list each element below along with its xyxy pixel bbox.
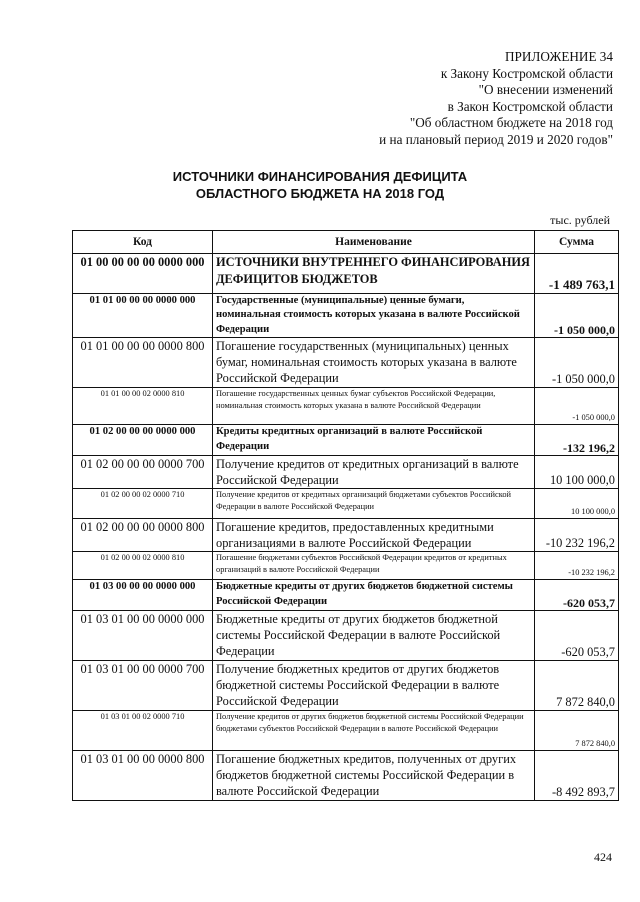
row-name: Погашение кредитов, предоставленных кредитными организациями в валюте Российской Федерации	[213, 519, 535, 552]
document-title	[0, 168, 640, 202]
table-row	[73, 519, 619, 552]
row-sum: 7 872 840,0	[535, 711, 619, 751]
title-line-1: ИСТОЧНИКИ ФИНАНСИРОВАНИЯ ДЕФИЦИТА	[172, 169, 468, 184]
table-row	[73, 254, 619, 294]
row-sum: -1 050 000,0	[535, 388, 619, 425]
row-name: Бюджетные кредиты от других бюджетов бюджетной системы Российской Федерации в валюте Российской Федерации	[213, 611, 535, 661]
row-code: 01 02 00 00 02 0000 810	[73, 552, 213, 580]
header-sum: Сумма	[535, 231, 619, 254]
appendix-header	[379, 49, 613, 149]
row-code: 01 02 00 00 02 0000 710	[73, 489, 213, 519]
row-sum: -1 489 763,1	[535, 254, 619, 294]
row-name: Получение бюджетных кредитов от других бюджетов бюджетной системы Российской Федерации в валюте Российской Федерации	[213, 661, 535, 711]
table-row	[73, 552, 619, 580]
row-name: Погашение государственных ценных бумаг субъектов Российской Федерации, номинальная стоимость которых указана в валюте Российской Федерации	[213, 388, 535, 425]
table-row	[73, 611, 619, 661]
appendix-line: "Об областном бюджете на 2018 год	[409, 115, 613, 131]
row-sum: 10 100 000,0	[535, 489, 619, 519]
row-name: Государственные (муниципальные) ценные бумаги, номинальная стоимость которых указана в валюте Российской Федерации	[213, 294, 535, 338]
row-name: Получение кредитов от других бюджетов бюджетной системы Российской Федерации бюджетами субъектов Российской Федерации в валюте Российской Федерации	[213, 711, 535, 751]
table-row	[73, 489, 619, 519]
row-sum: -1 050 000,0	[535, 294, 619, 338]
row-sum: 7 872 840,0	[535, 661, 619, 711]
table-row	[73, 456, 619, 489]
table-row	[73, 661, 619, 711]
appendix-line: в Закон Костромской области	[447, 98, 613, 114]
row-code: 01 01 00 00 00 0000 000	[73, 294, 213, 338]
row-sum: -10 232 196,2	[535, 519, 619, 552]
table-header-row	[73, 231, 619, 254]
row-name: Кредиты кредитных организаций в валюте Российской Федерации	[213, 425, 535, 456]
row-sum: 10 100 000,0	[535, 456, 619, 489]
title-line-2: ОБЛАСТНОГО БЮДЖЕТА НА 2018 ГОД	[195, 186, 445, 201]
row-code: 01 03 01 00 02 0000 710	[73, 711, 213, 751]
table-row	[73, 294, 619, 338]
row-sum: -8 492 893,7	[535, 751, 619, 801]
appendix-line: "О внесении изменений	[478, 82, 613, 98]
row-code: 01 03 01 00 00 0000 000	[73, 611, 213, 661]
row-code: 01 02 00 00 00 0000 000	[73, 425, 213, 456]
row-code: 01 01 00 00 02 0000 810	[73, 388, 213, 425]
row-sum: -10 232 196,2	[535, 552, 619, 580]
table-row	[73, 338, 619, 388]
row-code: 01 02 00 00 00 0000 800	[73, 519, 213, 552]
row-sum: -620 053,7	[535, 611, 619, 661]
table-row	[73, 711, 619, 751]
row-name: Погашение государственных (муниципальных) ценных бумаг, номинальная стоимость которых указана в валюте Российской Федерации	[213, 338, 535, 388]
budget-sources-table	[72, 230, 619, 801]
row-name: Погашение бюджетами субъектов Российской Федерации кредитов от кредитных организаций в валюте Российской Федерации	[213, 552, 535, 580]
page-number: 424	[594, 850, 612, 864]
row-code: 01 03 01 00 00 0000 700	[73, 661, 213, 711]
row-name: Получение кредитов от кредитных организаций бюджетами субъектов Российской Федерации в валюте Российской Федерации	[213, 489, 535, 519]
units-label: тыс. рублей	[550, 213, 610, 227]
row-code: 01 00 00 00 00 0000 000	[73, 254, 213, 294]
header-name: Наименование	[213, 231, 535, 254]
row-name: Погашение бюджетных кредитов, полученных от других бюджетов бюджетной системы Российской Федерации в валюте Российской Федерации	[213, 751, 535, 801]
row-name: Бюджетные кредиты от других бюджетов бюджетной системы Российской Федерации	[213, 580, 535, 611]
table-row	[73, 580, 619, 611]
row-code: 01 03 00 00 00 0000 000	[73, 580, 213, 611]
row-sum: -132 196,2	[535, 425, 619, 456]
row-sum: -620 053,7	[535, 580, 619, 611]
row-name: ИСТОЧНИКИ ВНУТРЕННЕГО ФИНАНСИРОВАНИЯ ДЕФИЦИТОВ БЮДЖЕТОВ	[213, 254, 535, 294]
row-name: Получение кредитов от кредитных организаций в валюте Российской Федерации	[213, 456, 535, 489]
row-code: 01 02 00 00 00 0000 700	[73, 456, 213, 489]
row-code: 01 01 00 00 00 0000 800	[73, 338, 213, 388]
table-row	[73, 751, 619, 801]
table-row	[73, 425, 619, 456]
appendix-line: ПРИЛОЖЕНИЕ 34	[505, 49, 613, 64]
appendix-line: к Закону Костромской области	[440, 65, 613, 81]
row-sum: -1 050 000,0	[535, 338, 619, 388]
table-row	[73, 388, 619, 425]
row-code: 01 03 01 00 00 0000 800	[73, 751, 213, 801]
appendix-line: и на плановый период 2019 и 2020 годов"	[379, 131, 613, 147]
header-code: Код	[73, 231, 213, 254]
